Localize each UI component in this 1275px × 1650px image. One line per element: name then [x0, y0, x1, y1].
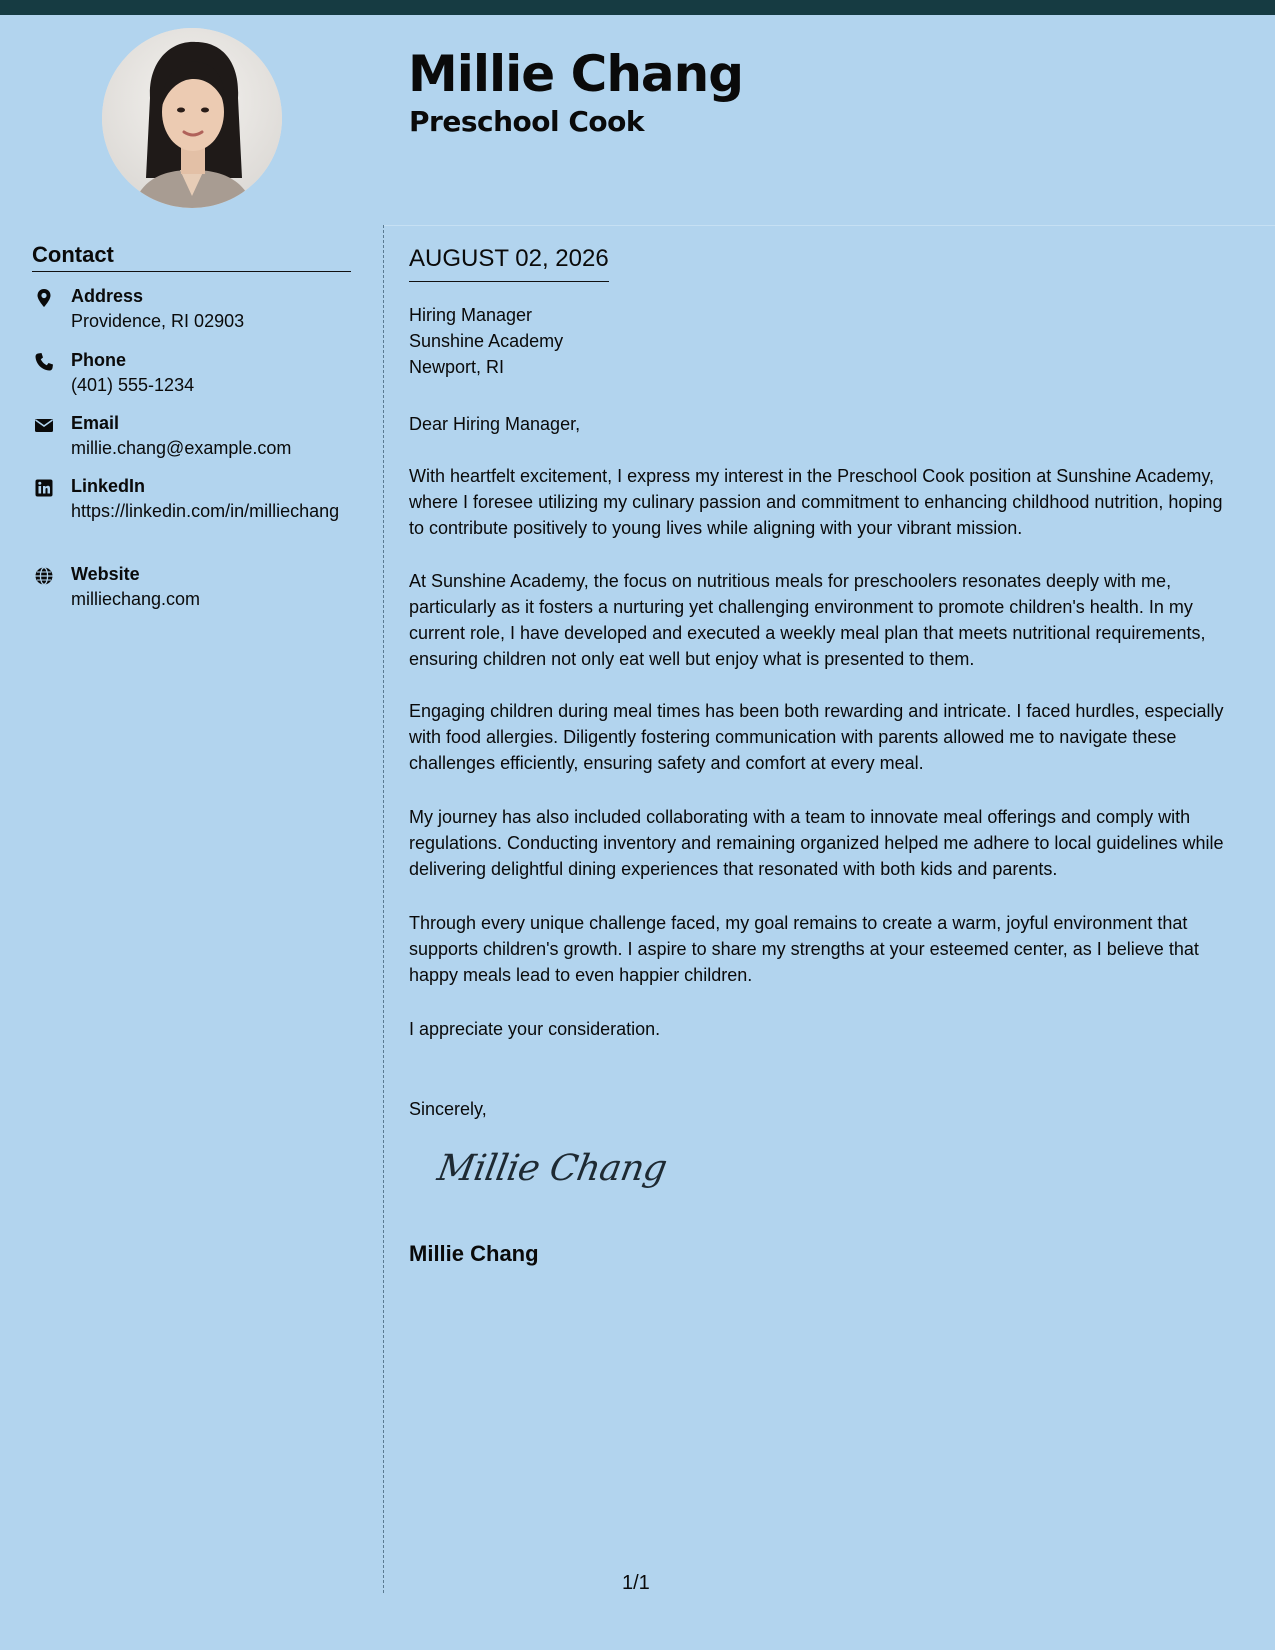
envelope-icon	[34, 415, 54, 435]
phone-icon	[34, 352, 54, 372]
recipient-line: Newport, RI	[409, 357, 505, 377]
contact-label: Website	[71, 564, 140, 584]
top-bar	[0, 0, 1275, 15]
signer-name: Millie Chang	[409, 1241, 539, 1266]
applicant-name: Millie Chang	[408, 45, 744, 103]
body-paragraph: At Sunshine Academy, the focus on nutritious meals for preschoolers resonates deeply with me, particularly as it fosters a nurturing yet challenging environment to promote children's health. In my current role, I have developed and executed a weekly meal plan that meets nutritional requirements, ensuring children not only eat well but enjoy what is presented to them.	[409, 571, 1206, 669]
contact-label: LinkedIn	[71, 476, 146, 496]
contact-value: milliechang.com	[71, 589, 201, 609]
page-number: 1/1	[622, 1572, 650, 1594]
profile-photo	[102, 28, 282, 208]
closing-line: Sincerely,	[409, 1099, 487, 1119]
contact-label: Phone	[71, 350, 127, 370]
body-paragraph: With heartfelt excitement, I express my interest in the Preschool Cook position at Sunshine Academy, where I foresee utilizing my culinary passion and commitment to enhancing childhood nutrition, hoping to contribute positively to young lives while aligning with your vibrant mission.	[409, 466, 1223, 538]
recipient-line: Sunshine Academy	[409, 331, 564, 351]
handwritten-signature: Millie Chang	[434, 1148, 670, 1189]
letter-date: AUGUST 02, 2026	[409, 243, 609, 282]
body-paragraph: Through every unique challenge faced, my goal remains to create a warm, joyful environment that supports children's growth. I aspire to share my strengths at your esteemed center, as I believe that happy meals lead to even happier children.	[409, 913, 1199, 985]
thanks-line: I appreciate your consideration.	[409, 1019, 661, 1039]
column-divider	[383, 225, 384, 1593]
job-title: Preschool Cook	[409, 105, 644, 138]
contact-value: (401) 555-1234	[71, 375, 195, 395]
globe-icon	[34, 566, 54, 586]
contact-heading: Contact	[32, 240, 351, 272]
body-paragraph: Engaging children during meal times has been both rewarding and intricate. I faced hurdles, especially with food allergies. Diligently fostering communication with parents allowed me to navigate these challenges efficiently, ensuring safety and comfort at every meal.	[409, 701, 1224, 773]
contact-label: Email	[71, 413, 120, 433]
contact-value: Providence, RI 02903	[71, 311, 245, 331]
salutation: Dear Hiring Manager,	[409, 414, 581, 434]
linkedin-icon	[34, 478, 54, 498]
body-paragraph: My journey has also included collaborating with a team to innovate meal offerings and comply with regulations. Conducting inventory and remaining organized helped me adhere to local guidelines while delivering delightful dining experiences that resonated with both kids and parents.	[409, 807, 1224, 879]
map-pin-icon	[34, 288, 54, 308]
recipient-block	[409, 302, 1239, 380]
recipient-line: Hiring Manager	[409, 305, 533, 325]
header-divider	[384, 225, 1275, 226]
contact-label: Address	[71, 286, 144, 306]
contact-value: https://linkedin.com/in/milliechang	[71, 501, 340, 521]
contact-value: millie.chang@example.com	[71, 438, 292, 458]
